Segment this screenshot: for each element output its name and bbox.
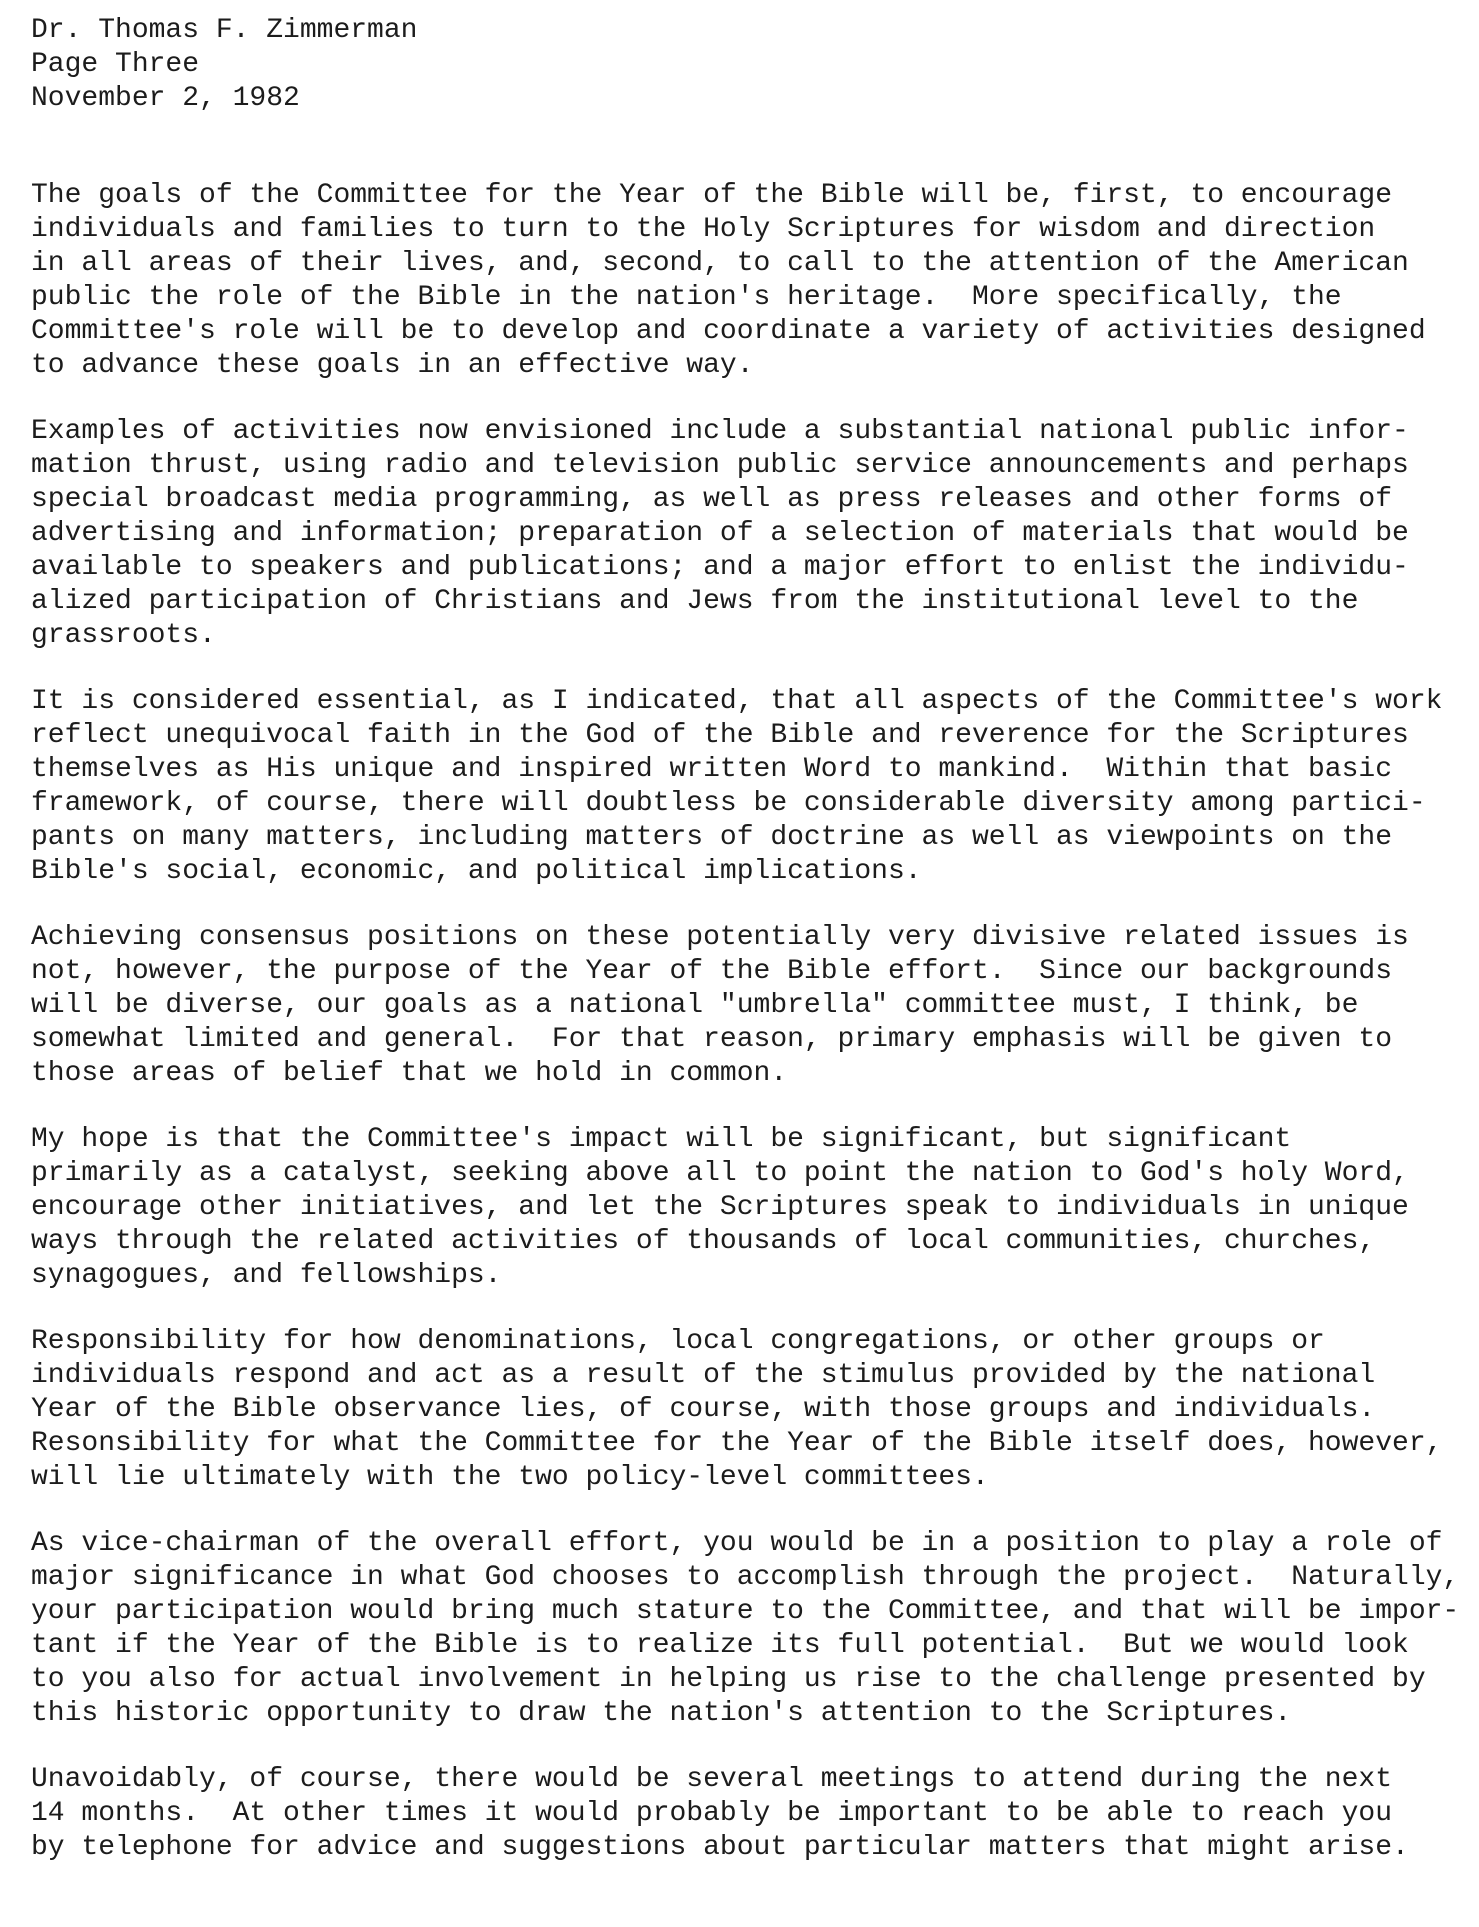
paragraph-line: available to speakers and publications; and a major effort to enlist the individu- [31, 552, 1409, 583]
letter-page [31, 14, 1471, 1897]
paragraph [31, 179, 1471, 383]
paragraph [31, 415, 1471, 653]
letter-date: November 2, 1982 [31, 83, 300, 114]
paragraph [31, 1763, 1471, 1865]
paragraph-line: somewhat limited and general. For that reason, primary emphasis will be given to [31, 1024, 1393, 1055]
paragraph-line: 14 months. At other times it would probably be important to be able to reach you [31, 1798, 1393, 1829]
paragraph-line: themselves as His unique and inspired written Word to mankind. Within that basic [31, 754, 1393, 785]
paragraph-line: It is considered essential, as I indicated, that all aspects of the Committee's work [31, 686, 1443, 717]
paragraph-line: Bible's social, economic, and political implications. [31, 856, 922, 887]
paragraph-line: major significance in what God chooses to accomplish through the project. Naturally, [31, 1562, 1460, 1593]
paragraph-line: advertising and information; preparation of a selection of materials that would be [31, 518, 1409, 549]
paragraph-line: this historic opportunity to draw the nation's attention to the Scriptures. [31, 1698, 1292, 1729]
paragraph-line: Year of the Bible observance lies, of course, with those groups and individuals. [31, 1394, 1376, 1425]
paragraph-line: mation thrust, using radio and television public service announcements and perhaps [31, 450, 1409, 481]
recipient-name: Dr. Thomas F. Zimmerman [31, 15, 418, 46]
paragraph-line: ways through the related activities of thousands of local communities, churches, [31, 1226, 1376, 1257]
paragraph [31, 685, 1471, 889]
paragraph-line: Resonsibility for what the Committee for the Year of the Bible itself does, however, [31, 1428, 1443, 1459]
paragraph-line: those areas of belief that we hold in common. [31, 1058, 788, 1089]
paragraph-line: special broadcast media programming, as well as press releases and other forms of [31, 484, 1393, 515]
paragraph-line: Examples of activities now envisioned include a substantial national public infor- [31, 416, 1409, 447]
paragraph-line: in all areas of their lives, and, second, to call to the attention of the American [31, 248, 1409, 279]
paragraph-line: individuals respond and act as a result of the stimulus provided by the national [31, 1360, 1376, 1391]
paragraph-line: grassroots. [31, 620, 216, 651]
paragraph-line: Responsibility for how denominations, local congregations, or other groups or [31, 1326, 1325, 1357]
paragraph-line: Achieving consensus positions on these potentially very divisive related issues is [31, 922, 1409, 953]
paragraph-line: by telephone for advice and suggestions about particular matters that might arise. [31, 1832, 1409, 1863]
paragraph-line: your participation would bring much stature to the Committee, and that will be impor- [31, 1596, 1460, 1627]
letter-header [31, 14, 1471, 116]
paragraph-line: tant if the Year of the Bible is to realize its full potential. But we would look [31, 1630, 1409, 1661]
paragraph-line: to you also for actual involvement in helping us rise to the challenge presented by [31, 1664, 1426, 1695]
paragraph [31, 1527, 1471, 1731]
paragraph-line: encourage other initiatives, and let the Scriptures speak to individuals in unique [31, 1192, 1409, 1223]
paragraph-line: will be diverse, our goals as a national "umbrella" committee must, I think, be [31, 990, 1359, 1021]
paragraph-line: Committee's role will be to develop and coordinate a variety of activities designed [31, 316, 1426, 347]
paragraph [31, 921, 1471, 1091]
paragraph-line: reflect unequivocal faith in the God of the Bible and reverence for the Scriptures [31, 720, 1409, 751]
letter-body [31, 179, 1471, 1865]
paragraph-line: primarily as a catalyst, seeking above all to point the nation to God's holy Word, [31, 1158, 1409, 1189]
paragraph-line: alized participation of Christians and Jews from the institutional level to the [31, 586, 1359, 617]
paragraph [31, 1123, 1471, 1293]
paragraph-line: pants on many matters, including matters of doctrine as well as viewpoints on the [31, 822, 1393, 853]
paragraph-line: framework, of course, there will doubtless be considerable diversity among partici- [31, 788, 1426, 819]
paragraph-line: As vice-chairman of the overall effort, you would be in a position to play a role of [31, 1528, 1443, 1559]
paragraph-line: Unavoidably, of course, there would be several meetings to attend during the next [31, 1764, 1393, 1795]
paragraph-line: to advance these goals in an effective way. [31, 350, 754, 381]
paragraph-line: will lie ultimately with the two policy-level committees. [31, 1462, 989, 1493]
paragraph-line: public the role of the Bible in the nation's heritage. More specifically, the [31, 282, 1342, 313]
page-number: Page Three [31, 49, 200, 80]
paragraph [31, 1325, 1471, 1495]
paragraph-line: My hope is that the Committee's impact will be significant, but significant [31, 1124, 1292, 1155]
paragraph-line: not, however, the purpose of the Year of the Bible effort. Since our backgrounds [31, 956, 1393, 987]
paragraph-line: The goals of the Committee for the Year of the Bible will be, first, to encourage [31, 180, 1393, 211]
paragraph-line: synagogues, and fellowships. [31, 1260, 502, 1291]
paragraph-line: individuals and families to turn to the Holy Scriptures for wisdom and direction [31, 214, 1376, 245]
